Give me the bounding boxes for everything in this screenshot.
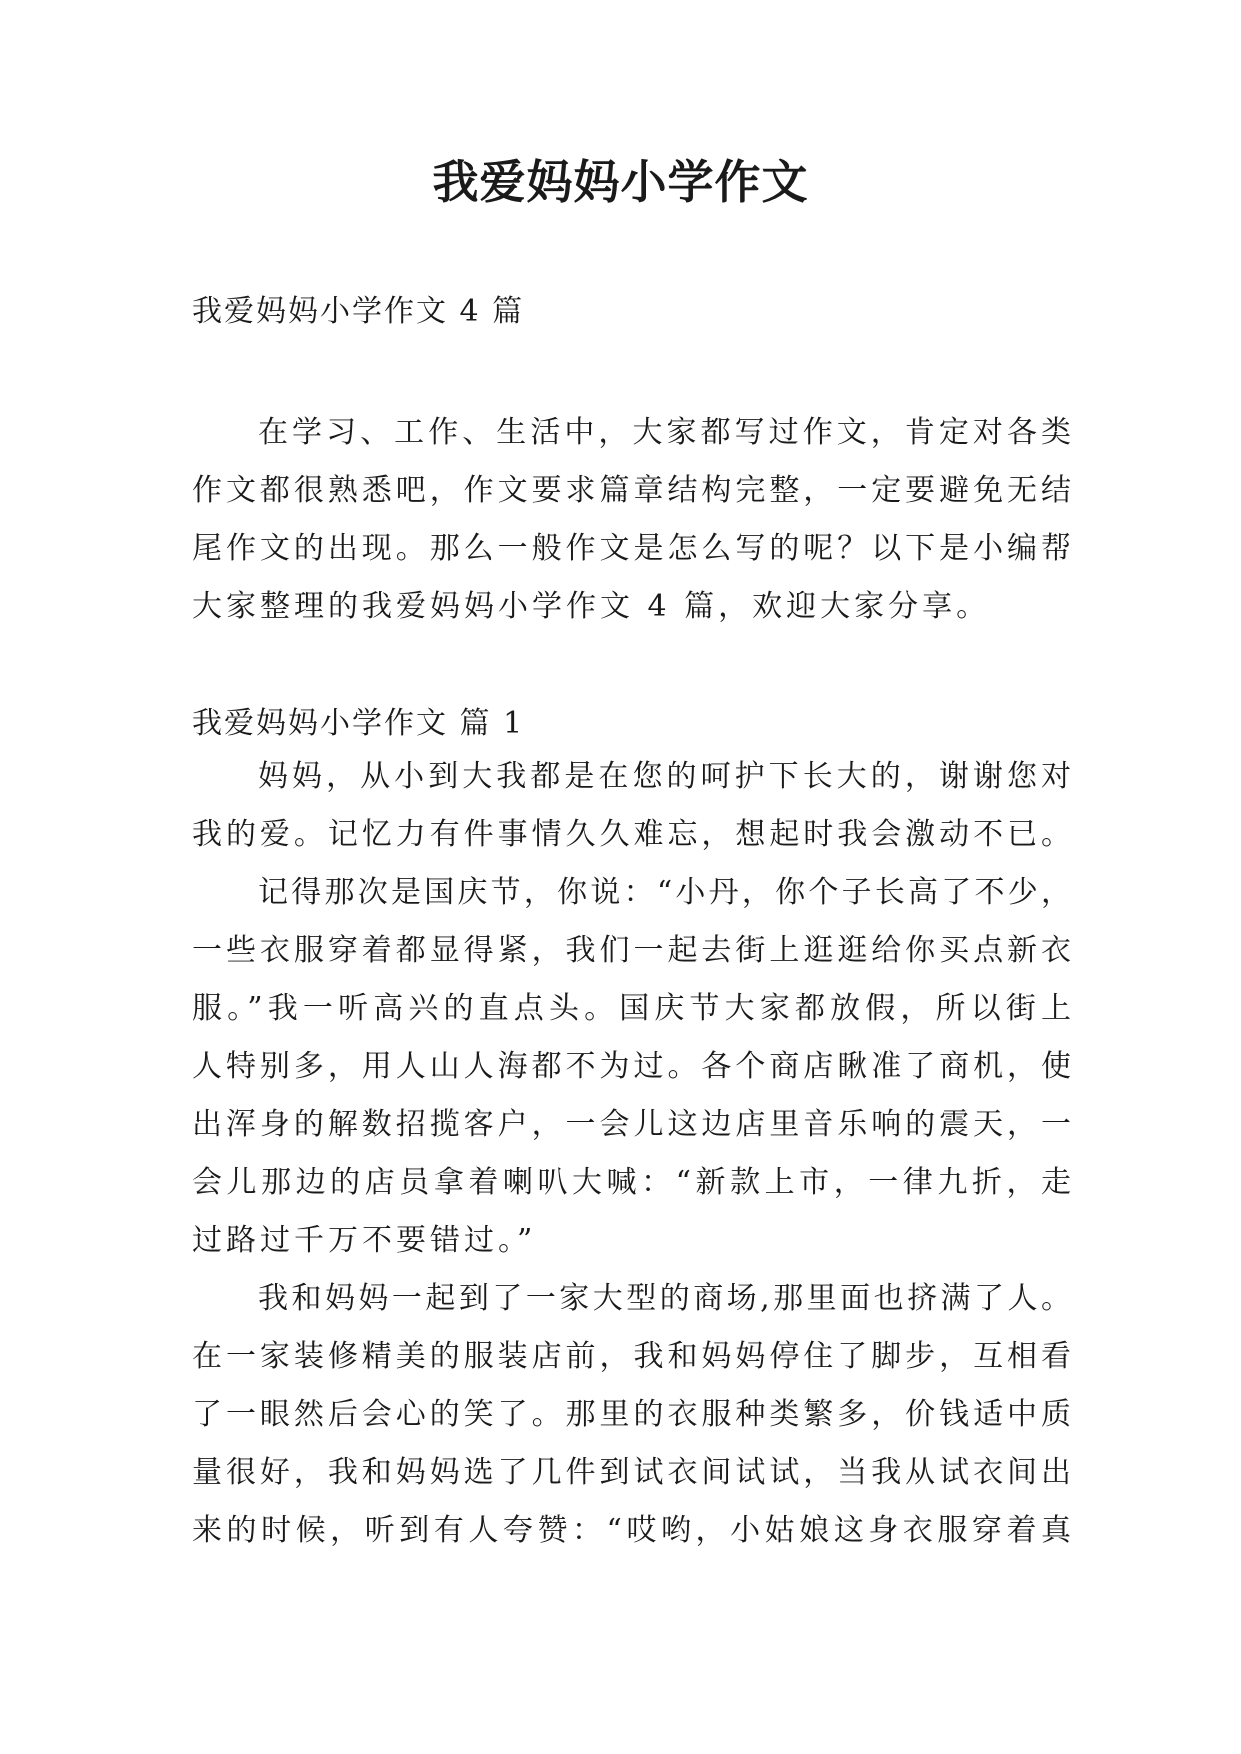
body-line: 我的爱。记忆力有件事情久久难忘，想起时我会激动不已。 xyxy=(192,817,1072,852)
intro-line: 尾作文的出现。那么一般作文是怎么写的呢？以下是小编帮 xyxy=(192,531,1072,566)
intro-paragraph xyxy=(192,404,1072,636)
body-line: 出浑身的解数招揽客户，一会儿这边店里音乐响的震天，一 xyxy=(192,1107,1072,1142)
body-line: 我和妈妈一起到了一家大型的商场,那里面也挤满了人。 xyxy=(258,1281,1072,1316)
intro-line: 大家整理的我爱妈妈小学作文 4 篇，欢迎大家分享。 xyxy=(192,589,991,624)
body-line: 一些衣服穿着都显得紧，我们一起去街上逛逛给你买点新衣 xyxy=(192,933,1072,968)
body-line: 在一家装修精美的服装店前，我和妈妈停住了脚步，互相看 xyxy=(192,1339,1072,1374)
body-line: 过路过千万不要错过。” xyxy=(192,1223,537,1258)
body-line: 量很好，我和妈妈选了几件到试衣间试试，当我从试衣间出 xyxy=(192,1455,1072,1490)
body-line: 人特别多，用人山人海都不为过。各个商店瞅准了商机，使 xyxy=(192,1049,1072,1084)
essay-body xyxy=(192,748,1072,1560)
intro-line: 作文都很熟悉吧，作文要求篇章结构完整，一定要避免无结 xyxy=(192,473,1072,508)
body-line: 来的时候，听到有人夸赞：“哎哟，小姑娘这身衣服穿着真 xyxy=(192,1513,1072,1548)
body-line: 服。”我一听高兴的直点头。国庆节大家都放假，所以街上 xyxy=(192,991,1072,1026)
body-line: 记得那次是国庆节，你说：“小丹，你个子长高了不少， xyxy=(258,875,1072,910)
document-title: 我爱妈妈小学作文 xyxy=(432,155,809,209)
section-heading: 我爱妈妈小学作文 篇 1 xyxy=(192,706,525,741)
body-line: 了一眼然后会心的笑了。那里的衣服种类繁多，价钱适中质 xyxy=(192,1397,1072,1432)
document-subtitle: 我爱妈妈小学作文 4 篇 xyxy=(192,294,525,329)
body-line: 会儿那边的店员拿着喇叭大喊：“新款上市，一律九折，走 xyxy=(192,1165,1072,1200)
body-line: 妈妈，从小到大我都是在您的呵护下长大的，谢谢您对 xyxy=(258,759,1072,794)
intro-line: 在学习、工作、生活中，大家都写过作文，肯定对各类 xyxy=(258,415,1072,450)
